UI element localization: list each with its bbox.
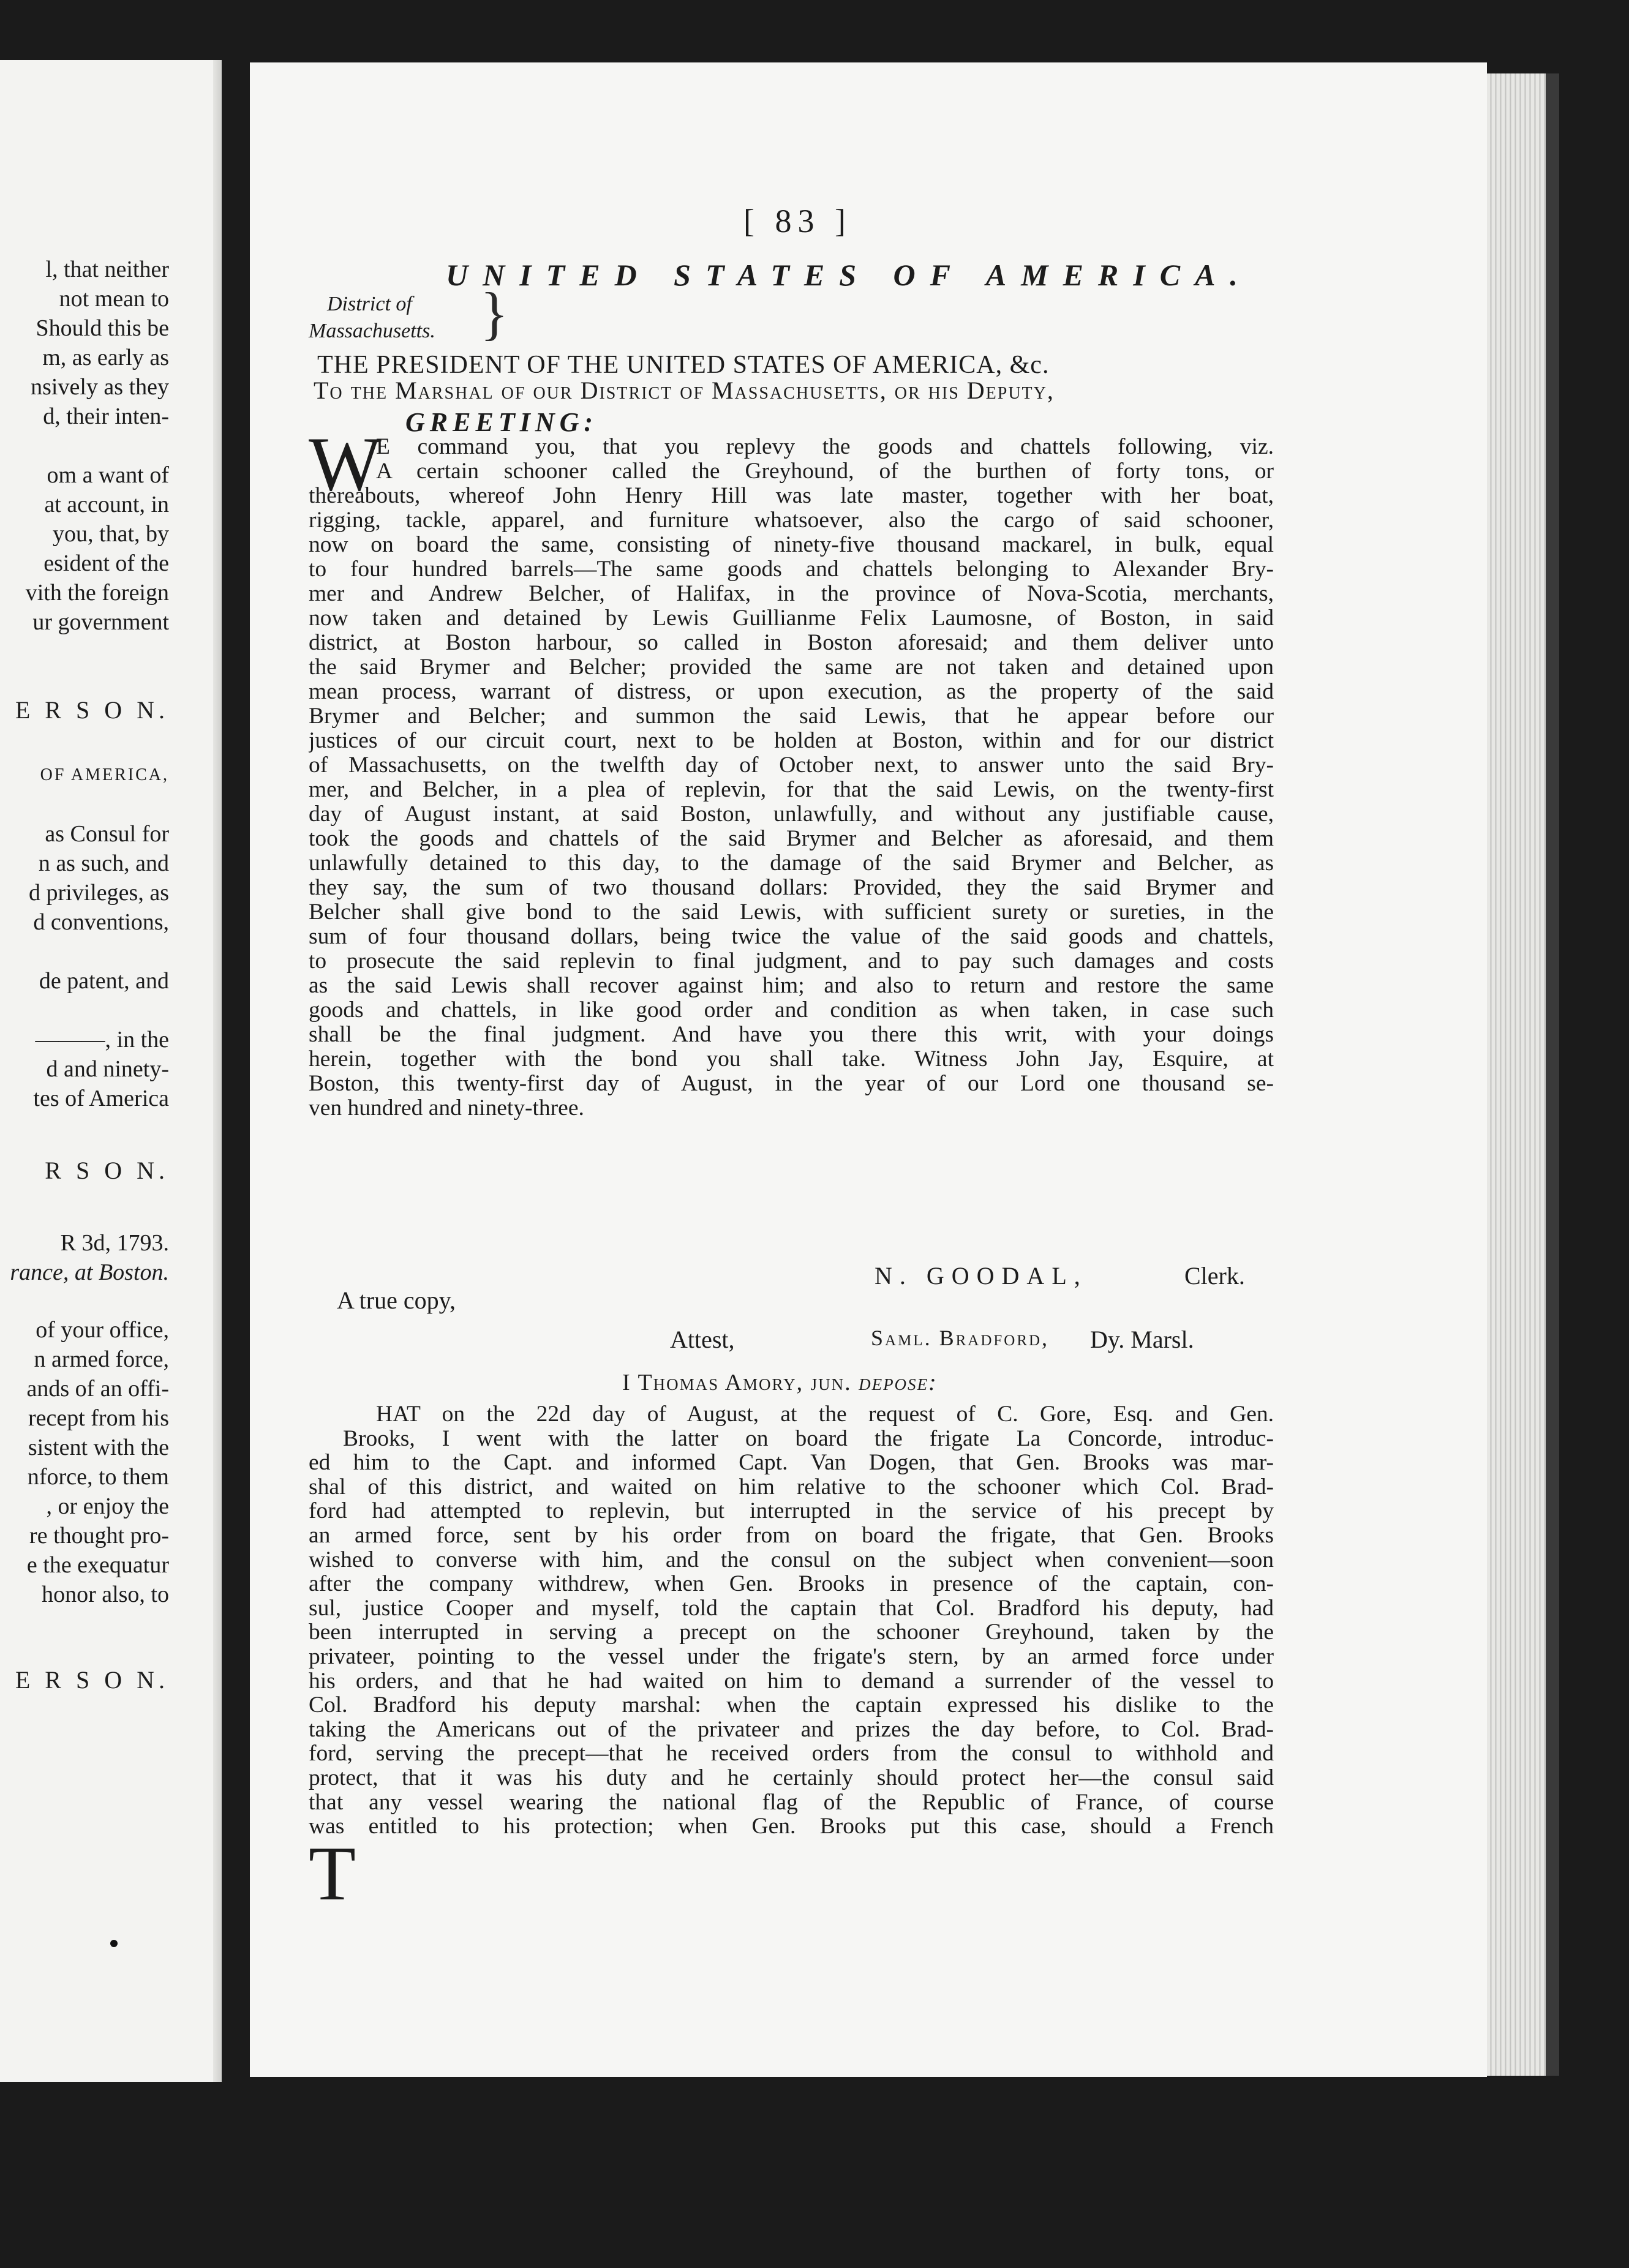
deposition-line: was entitled to his protection; when Gen. Brooks put this case, should a French	[309, 1814, 1274, 1839]
left-page-line: tes of America	[33, 1086, 169, 1111]
writ-line: took the goods and chattels of the said Brymer and Belcher as aforesaid, and them	[309, 827, 1274, 851]
left-page-line: d conventions,	[33, 909, 169, 935]
writ-line: mean process, warrant of distress, or upon execution, as the property of the said	[309, 680, 1274, 704]
left-page-gutter	[213, 60, 222, 2082]
writ-line: shall be the final judgment. And have you there this writ, with your doings	[309, 1023, 1274, 1047]
writ-line: now on board the same, consisting of ninety-five thousand mackarel, in bulk, equal	[309, 533, 1274, 557]
deposition-line: HAT on the 22d day of August, at the request of C. Gore, Esq. and Gen.	[376, 1402, 1274, 1427]
left-page-line: E R S O N.	[15, 696, 169, 724]
writ-line: of Massachusetts, on the twelfth day of October next, to answer unto the said Bry-	[309, 753, 1274, 778]
left-page-line: recept from his	[28, 1405, 169, 1431]
deputy-marshal-name: Saml. Bradford,	[871, 1326, 1050, 1350]
left-page-line: OF AMERICA,	[40, 765, 169, 784]
writ-line: they say, the sum of two thousand dollars: Provided, they the said Brymer and	[309, 876, 1274, 900]
document-heading: UNITED STATES OF AMERICA.	[446, 258, 1252, 292]
district-brace: }	[480, 280, 509, 346]
writ-line: as the said Lewis shall recover against him; and also to return and restore the same	[309, 974, 1274, 998]
deposition-line: privateer, pointing to the vessel under the frigate's stern, by an armed force under	[309, 1645, 1274, 1669]
left-page-line: rance, at Boston.	[10, 1260, 169, 1285]
writ-line: Brymer and Belcher; and summon the said Lewis, that he appear before our	[309, 704, 1274, 729]
left-page-line: de patent, and	[39, 968, 169, 994]
deposition-line: his orders, and that he had waited on him to demand a surrender of the vessel to	[309, 1669, 1274, 1694]
writ-greeting: GREETING:	[405, 407, 598, 437]
district-label: District of	[327, 293, 412, 315]
writ-line: mer, and Belcher, in a plea of replevin, for that the said Lewis, on the twenty-first	[309, 778, 1274, 802]
left-page-line: as Consul for	[45, 821, 169, 847]
writ-line: E command you, that you replevy the goods and chattels following, viz.	[376, 435, 1274, 459]
writ-title: THE PRESIDENT OF THE UNITED STATES OF AMERICA, &c.	[317, 351, 1050, 379]
deputy-marshal-title: Dy. Marsl.	[1090, 1326, 1194, 1353]
clerk-signature: N. GOODAL,	[875, 1262, 1088, 1290]
true-copy-label: A true copy,	[337, 1286, 456, 1314]
writ-drop-cap: W	[309, 422, 382, 507]
writ-line: A certain schooner called the Greyhound, of the burthen of forty tons, or	[376, 459, 1274, 484]
deposition-line: been interrupted in serving a precept on the schooner Greyhound, taken by the	[309, 1620, 1274, 1645]
deposition-line: after the company withdrew, when Gen. Brooks in presence of the captain, con-	[309, 1572, 1274, 1597]
left-page-line: sistent with the	[28, 1435, 169, 1460]
left-page-line: E R S O N.	[15, 1666, 169, 1694]
left-page-line: d, their inten-	[43, 404, 169, 429]
deposition-line: ford had attempted to replevin, but interrupted in the service of his precept by	[309, 1499, 1274, 1524]
left-page-line: m, as early as	[42, 345, 169, 370]
writ-line: to prosecute the said replevin to final judgment, and to pay such damages and costs	[309, 949, 1274, 974]
left-page-line: om a want of	[47, 462, 169, 488]
left-page-line: Should this be	[36, 315, 169, 341]
deposition-drop-cap: T	[309, 1831, 356, 1917]
writ-line: day of August instant, at said Boston, unlawfully, and without any justifiable cause,	[309, 802, 1274, 827]
left-page-line: at account, in	[44, 492, 169, 517]
left-page-line: not mean to	[59, 286, 169, 312]
writ-line: justices of our circuit court, next to be holden at Boston, within and for our district	[309, 729, 1274, 753]
writ-line: now taken and detained by Lewis Guillianme Felix Laumosne, of Boston, in said	[309, 606, 1274, 631]
deposition-line: an armed force, sent by his order from on board the frigate, that Gen. Brooks	[309, 1523, 1274, 1548]
writ-line: Boston, this twenty-first day of August, in the year of our Lord one thousand se-	[309, 1072, 1274, 1096]
left-page-line: , or enjoy the	[46, 1493, 169, 1519]
page-number: [ 83 ]	[743, 203, 852, 239]
left-page-line: esident of the	[43, 550, 169, 576]
left-page-line: n as such, and	[38, 850, 169, 876]
writ-addressee: To the Marshal of our District of Massachusetts, or his Deputy,	[314, 377, 1055, 404]
deposition-line: shal of this district, and waited on him relative to the schooner which Col. Brad-	[309, 1474, 1274, 1500]
writ-line: to four hundred barrels—The same goods and chattels belonging to Alexander Bry-	[309, 557, 1274, 582]
left-page-line: ands of an offi-	[26, 1376, 169, 1402]
left-page-line: d privileges, as	[28, 880, 169, 906]
left-page-fragment	[0, 60, 222, 2082]
left-page-line: d and ninety-	[46, 1056, 169, 1082]
deposition-heading	[622, 1369, 938, 1396]
writ-line: the said Brymer and Belcher; provided the same are not taken and detained upon	[309, 655, 1274, 680]
left-page-line: l, that neither	[45, 257, 169, 282]
deposition-verb: depose:	[859, 1370, 938, 1395]
left-page-line: re thought pro-	[29, 1523, 169, 1549]
left-page-line: you, that, by	[53, 521, 169, 547]
deposition-line: Brooks, I went with the latter on board the frigate La Concorde, introduc-	[343, 1426, 1274, 1451]
writ-line: district, at Boston harbour, so called in Boston aforesaid; and them deliver unto	[309, 631, 1274, 655]
left-page-line: ur government	[32, 609, 169, 635]
writ-line: rigging, tackle, apparel, and furniture whatsoever, also the cargo of said schooner,	[309, 508, 1274, 533]
left-page-line: nforce, to them	[27, 1464, 169, 1490]
left-page-line: R S O N.	[45, 1157, 169, 1184]
left-page-line: honor also, to	[42, 1582, 169, 1607]
deposition-line: taking the Americans out of the privateer and prizes the day before, to Col. Brad-	[309, 1717, 1274, 1742]
deposition-line: sul, justice Cooper and myself, told the captain that Col. Bradford his deputy, had	[309, 1596, 1274, 1621]
writ-line: mer and Andrew Belcher, of Halifax, in the province of Nova-Scotia, merchants,	[309, 582, 1274, 606]
deposition-line: ford, serving the precept—that he received orders from the consul to withhold and	[309, 1741, 1274, 1767]
deposition-line: Col. Bradford his deputy marshal: when the captain expressed his dislike to the	[309, 1693, 1274, 1718]
writ-line: Belcher shall give bond to the said Lewis, with sufficient surety or sureties, in the	[309, 900, 1274, 925]
deposition-line: ed him to the Capt. and informed Capt. Van Dogen, that Gen. Brooks was mar-	[309, 1451, 1274, 1476]
deposition-line: that any vessel wearing the national flag of the Republic of France, of course	[309, 1790, 1274, 1815]
deponent-name: I Thomas Amory, jun.	[622, 1370, 852, 1395]
attest-label: Attest,	[670, 1326, 735, 1353]
writ-line: thereabouts, whereof John Henry Hill was late master, together with her boat,	[309, 484, 1274, 508]
writ-line: goods and chattels, in like good order and condition as when taken, in case such	[309, 998, 1274, 1023]
left-page-line: nsively as they	[31, 374, 169, 400]
deposition-line: wished to converse with him, and the consul on the subject when convenient—soon	[309, 1547, 1274, 1572]
left-page-line: n armed force,	[34, 1346, 169, 1372]
left-page-line: of your office,	[36, 1317, 169, 1343]
left-page-line: vith the foreign	[25, 580, 169, 606]
left-page-line: ———, in the	[35, 1027, 169, 1053]
left-page-line: R 3d, 1793.	[60, 1230, 169, 1256]
writ-line: sum of four thousand dollars, being twice the value of the said goods and chattels,	[309, 925, 1274, 949]
writ-line: herein, together with the bond you shall take. Witness John Jay, Esquire, at	[309, 1047, 1274, 1072]
left-page-line: e the exequatur	[26, 1552, 169, 1578]
deposition-line: protect, that it was his duty and he certainly should protect her—the consul said	[309, 1766, 1274, 1790]
writ-line: unlawfully detained to this day, to the damage of the said Brymer and Belcher, as	[309, 851, 1274, 876]
district-name: Massachusetts.	[309, 320, 435, 342]
clerk-title: Clerk.	[1184, 1262, 1245, 1290]
writ-line: ven hundred and ninety-three.	[309, 1096, 584, 1121]
ink-speck	[110, 1940, 118, 1947]
